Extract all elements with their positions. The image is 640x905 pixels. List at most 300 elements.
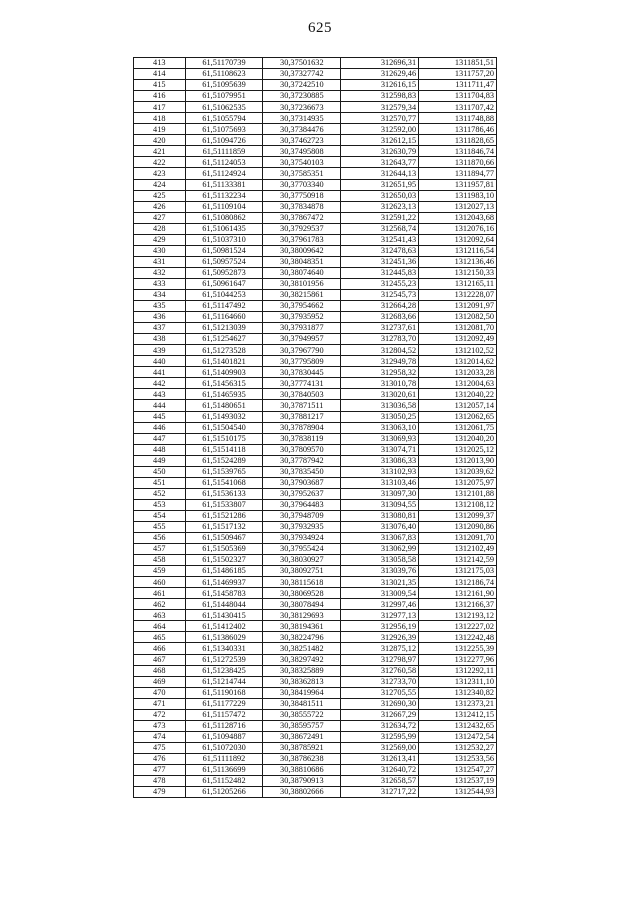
y-coordinate-cell: 1312116,54 xyxy=(419,245,497,256)
x-coordinate-cell: 313036,58 xyxy=(341,400,419,411)
table-row xyxy=(134,389,497,400)
point-number-cell: 451 xyxy=(134,477,186,488)
y-coordinate-cell: 1312311,10 xyxy=(419,676,497,687)
y-coordinate-cell: 1312142,59 xyxy=(419,555,497,566)
x-coordinate-cell: 312667,29 xyxy=(341,709,419,720)
y-coordinate-cell: 1311894,77 xyxy=(419,168,497,179)
longitude-cell: 30,38785921 xyxy=(263,742,341,753)
latitude-cell: 61,51108623 xyxy=(185,69,263,80)
longitude-cell: 30,37750918 xyxy=(263,190,341,201)
longitude-cell: 30,38129693 xyxy=(263,610,341,621)
x-coordinate-cell: 312737,61 xyxy=(341,323,419,334)
latitude-cell: 61,51205266 xyxy=(185,787,263,798)
y-coordinate-cell: 1311786,46 xyxy=(419,124,497,135)
latitude-cell: 61,51133381 xyxy=(185,179,263,190)
table-row xyxy=(134,433,497,444)
point-number-cell: 474 xyxy=(134,731,186,742)
table-row xyxy=(134,720,497,731)
point-number-cell: 443 xyxy=(134,389,186,400)
latitude-cell: 61,51521286 xyxy=(185,510,263,521)
point-number-cell: 472 xyxy=(134,709,186,720)
y-coordinate-cell: 1311851,51 xyxy=(419,58,497,69)
table-row xyxy=(134,80,497,91)
table-row xyxy=(134,245,497,256)
y-coordinate-cell: 1312040,22 xyxy=(419,389,497,400)
table-row xyxy=(134,323,497,334)
longitude-cell: 30,38030927 xyxy=(263,555,341,566)
y-coordinate-cell: 1311870,66 xyxy=(419,157,497,168)
point-number-cell: 415 xyxy=(134,80,186,91)
longitude-cell: 30,38224796 xyxy=(263,632,341,643)
table-row xyxy=(134,444,497,455)
y-coordinate-cell: 1312340,82 xyxy=(419,687,497,698)
table-row xyxy=(134,113,497,124)
y-coordinate-cell: 1312062,65 xyxy=(419,411,497,422)
y-coordinate-cell: 1312228,07 xyxy=(419,289,497,300)
x-coordinate-cell: 312591,22 xyxy=(341,212,419,223)
latitude-cell: 61,51504540 xyxy=(185,422,263,433)
latitude-cell: 61,51132234 xyxy=(185,190,263,201)
x-coordinate-cell: 312977,13 xyxy=(341,610,419,621)
x-coordinate-cell: 312643,77 xyxy=(341,157,419,168)
table-row xyxy=(134,610,497,621)
latitude-cell: 61,51541068 xyxy=(185,477,263,488)
longitude-cell: 30,38810686 xyxy=(263,765,341,776)
x-coordinate-cell: 312696,31 xyxy=(341,58,419,69)
table-row xyxy=(134,146,497,157)
x-coordinate-cell: 312760,58 xyxy=(341,665,419,676)
y-coordinate-cell: 1312432,65 xyxy=(419,720,497,731)
longitude-cell: 30,37903687 xyxy=(263,477,341,488)
page-number: 625 xyxy=(308,20,332,36)
x-coordinate-cell: 312926,39 xyxy=(341,632,419,643)
point-number-cell: 437 xyxy=(134,323,186,334)
table-row xyxy=(134,455,497,466)
longitude-cell: 30,37932935 xyxy=(263,521,341,532)
longitude-cell: 30,38009642 xyxy=(263,245,341,256)
y-coordinate-cell: 1312544,93 xyxy=(419,787,497,798)
y-coordinate-cell: 1312102,52 xyxy=(419,345,497,356)
longitude-cell: 30,37961783 xyxy=(263,234,341,245)
y-coordinate-cell: 1312091,97 xyxy=(419,301,497,312)
y-coordinate-cell: 1312025,12 xyxy=(419,444,497,455)
latitude-cell: 61,51190168 xyxy=(185,687,263,698)
latitude-cell: 61,51055794 xyxy=(185,113,263,124)
coordinates-table xyxy=(133,57,497,798)
latitude-cell: 61,51254627 xyxy=(185,334,263,345)
x-coordinate-cell: 312783,70 xyxy=(341,334,419,345)
latitude-cell: 61,51062535 xyxy=(185,102,263,113)
longitude-cell: 30,37314935 xyxy=(263,113,341,124)
x-coordinate-cell: 312651,95 xyxy=(341,179,419,190)
x-coordinate-cell: 312568,74 xyxy=(341,223,419,234)
x-coordinate-cell: 312623,13 xyxy=(341,201,419,212)
y-coordinate-cell: 1311983,10 xyxy=(419,190,497,201)
table-row xyxy=(134,654,497,665)
table-row xyxy=(134,201,497,212)
longitude-cell: 30,37955424 xyxy=(263,544,341,555)
longitude-cell: 30,37949957 xyxy=(263,334,341,345)
longitude-cell: 30,37462723 xyxy=(263,135,341,146)
point-number-cell: 417 xyxy=(134,102,186,113)
table-row xyxy=(134,356,497,367)
latitude-cell: 61,51111892 xyxy=(185,753,263,764)
y-coordinate-cell: 1312099,37 xyxy=(419,510,497,521)
x-coordinate-cell: 313050,25 xyxy=(341,411,419,422)
longitude-cell: 30,37934924 xyxy=(263,533,341,544)
longitude-cell: 30,38092751 xyxy=(263,566,341,577)
y-coordinate-cell: 1312533,56 xyxy=(419,753,497,764)
x-coordinate-cell: 312616,15 xyxy=(341,80,419,91)
point-number-cell: 419 xyxy=(134,124,186,135)
y-coordinate-cell: 1312092,64 xyxy=(419,234,497,245)
x-coordinate-cell: 313094,55 xyxy=(341,499,419,510)
x-coordinate-cell: 312629,46 xyxy=(341,69,419,80)
table-row xyxy=(134,588,497,599)
longitude-cell: 30,37929537 xyxy=(263,223,341,234)
point-number-cell: 433 xyxy=(134,278,186,289)
latitude-cell: 61,51533807 xyxy=(185,499,263,510)
point-number-cell: 441 xyxy=(134,367,186,378)
x-coordinate-cell: 312664,28 xyxy=(341,301,419,312)
longitude-cell: 30,38069528 xyxy=(263,588,341,599)
longitude-cell: 30,37867472 xyxy=(263,212,341,223)
point-number-cell: 458 xyxy=(134,555,186,566)
x-coordinate-cell: 312570,77 xyxy=(341,113,419,124)
table-row xyxy=(134,334,497,345)
longitude-cell: 30,37703340 xyxy=(263,179,341,190)
table-row xyxy=(134,742,497,753)
x-coordinate-cell: 312958,32 xyxy=(341,367,419,378)
longitude-cell: 30,37878904 xyxy=(263,422,341,433)
latitude-cell: 61,51094887 xyxy=(185,731,263,742)
x-coordinate-cell: 313020,61 xyxy=(341,389,419,400)
latitude-cell: 61,51514118 xyxy=(185,444,263,455)
point-number-cell: 478 xyxy=(134,776,186,787)
x-coordinate-cell: 312630,79 xyxy=(341,146,419,157)
x-coordinate-cell: 312705,55 xyxy=(341,687,419,698)
longitude-cell: 30,37840503 xyxy=(263,389,341,400)
point-number-cell: 475 xyxy=(134,742,186,753)
x-coordinate-cell: 313009,54 xyxy=(341,588,419,599)
y-coordinate-cell: 1312150,33 xyxy=(419,267,497,278)
longitude-cell: 30,38325889 xyxy=(263,665,341,676)
x-coordinate-cell: 312640,72 xyxy=(341,765,419,776)
latitude-cell: 61,50981524 xyxy=(185,245,263,256)
point-number-cell: 476 xyxy=(134,753,186,764)
point-number-cell: 470 xyxy=(134,687,186,698)
x-coordinate-cell: 313010,78 xyxy=(341,378,419,389)
table-row xyxy=(134,312,497,323)
latitude-cell: 61,51079951 xyxy=(185,91,263,102)
latitude-cell: 61,51340331 xyxy=(185,643,263,654)
point-number-cell: 413 xyxy=(134,58,186,69)
point-number-cell: 428 xyxy=(134,223,186,234)
longitude-cell: 30,37327742 xyxy=(263,69,341,80)
x-coordinate-cell: 312683,66 xyxy=(341,312,419,323)
longitude-cell: 30,37834878 xyxy=(263,201,341,212)
point-number-cell: 425 xyxy=(134,190,186,201)
longitude-cell: 30,37236673 xyxy=(263,102,341,113)
latitude-cell: 61,51412402 xyxy=(185,621,263,632)
y-coordinate-cell: 1312136,46 xyxy=(419,256,497,267)
point-number-cell: 416 xyxy=(134,91,186,102)
latitude-cell: 61,51465935 xyxy=(185,389,263,400)
y-coordinate-cell: 1312013,90 xyxy=(419,455,497,466)
point-number-cell: 435 xyxy=(134,301,186,312)
longitude-cell: 30,38251482 xyxy=(263,643,341,654)
point-number-cell: 429 xyxy=(134,234,186,245)
point-number-cell: 422 xyxy=(134,157,186,168)
y-coordinate-cell: 1312373,21 xyxy=(419,698,497,709)
x-coordinate-cell: 312690,30 xyxy=(341,698,419,709)
table-row xyxy=(134,157,497,168)
table-row xyxy=(134,256,497,267)
x-coordinate-cell: 313039,76 xyxy=(341,566,419,577)
table-row xyxy=(134,510,497,521)
table-row xyxy=(134,345,497,356)
point-number-cell: 464 xyxy=(134,621,186,632)
x-coordinate-cell: 312598,83 xyxy=(341,91,419,102)
y-coordinate-cell: 1312027,13 xyxy=(419,201,497,212)
point-number-cell: 446 xyxy=(134,422,186,433)
x-coordinate-cell: 312569,00 xyxy=(341,742,419,753)
y-coordinate-cell: 1312186,74 xyxy=(419,577,497,588)
latitude-cell: 61,51152482 xyxy=(185,776,263,787)
longitude-cell: 30,37838119 xyxy=(263,433,341,444)
point-number-cell: 423 xyxy=(134,168,186,179)
y-coordinate-cell: 1312043,68 xyxy=(419,212,497,223)
table-row xyxy=(134,544,497,555)
table-row xyxy=(134,422,497,433)
longitude-cell: 30,37952637 xyxy=(263,488,341,499)
y-coordinate-cell: 1312102,49 xyxy=(419,544,497,555)
x-coordinate-cell: 312451,36 xyxy=(341,256,419,267)
y-coordinate-cell: 1312108,12 xyxy=(419,499,497,510)
longitude-cell: 30,37787942 xyxy=(263,455,341,466)
point-number-cell: 454 xyxy=(134,510,186,521)
y-coordinate-cell: 1311846,74 xyxy=(419,146,497,157)
x-coordinate-cell: 313076,40 xyxy=(341,521,419,532)
longitude-cell: 30,38048351 xyxy=(263,256,341,267)
latitude-cell: 61,50952873 xyxy=(185,267,263,278)
table-row xyxy=(134,753,497,764)
x-coordinate-cell: 312595,99 xyxy=(341,731,419,742)
x-coordinate-cell: 312592,00 xyxy=(341,124,419,135)
point-number-cell: 453 xyxy=(134,499,186,510)
y-coordinate-cell: 1312014,62 xyxy=(419,356,497,367)
point-number-cell: 449 xyxy=(134,455,186,466)
y-coordinate-cell: 1311828,65 xyxy=(419,135,497,146)
latitude-cell: 61,51493032 xyxy=(185,411,263,422)
latitude-cell: 61,51075693 xyxy=(185,124,263,135)
point-number-cell: 452 xyxy=(134,488,186,499)
latitude-cell: 61,51517132 xyxy=(185,521,263,532)
y-coordinate-cell: 1312033,28 xyxy=(419,367,497,378)
x-coordinate-cell: 313102,93 xyxy=(341,466,419,477)
x-coordinate-cell: 313058,58 xyxy=(341,555,419,566)
y-coordinate-cell: 1312090,86 xyxy=(419,521,497,532)
longitude-cell: 30,37495808 xyxy=(263,146,341,157)
point-number-cell: 444 xyxy=(134,400,186,411)
latitude-cell: 61,51272539 xyxy=(185,654,263,665)
y-coordinate-cell: 1311957,81 xyxy=(419,179,497,190)
latitude-cell: 61,51458783 xyxy=(185,588,263,599)
x-coordinate-cell: 313063,10 xyxy=(341,422,419,433)
table-row xyxy=(134,212,497,223)
table-row xyxy=(134,676,497,687)
table-row xyxy=(134,301,497,312)
latitude-cell: 61,51509467 xyxy=(185,533,263,544)
point-number-cell: 426 xyxy=(134,201,186,212)
table-row xyxy=(134,102,497,113)
table-row xyxy=(134,477,497,488)
point-number-cell: 463 xyxy=(134,610,186,621)
x-coordinate-cell: 312956,19 xyxy=(341,621,419,632)
latitude-cell: 61,51524289 xyxy=(185,455,263,466)
table-row xyxy=(134,665,497,676)
longitude-cell: 30,38194361 xyxy=(263,621,341,632)
table-row xyxy=(134,367,497,378)
y-coordinate-cell: 1312227,02 xyxy=(419,621,497,632)
table-row xyxy=(134,643,497,654)
x-coordinate-cell: 312579,34 xyxy=(341,102,419,113)
point-number-cell: 455 xyxy=(134,521,186,532)
point-number-cell: 469 xyxy=(134,676,186,687)
point-number-cell: 430 xyxy=(134,245,186,256)
point-number-cell: 460 xyxy=(134,577,186,588)
longitude-cell: 30,38555722 xyxy=(263,709,341,720)
point-number-cell: 473 xyxy=(134,720,186,731)
x-coordinate-cell: 313074,71 xyxy=(341,444,419,455)
point-number-cell: 427 xyxy=(134,212,186,223)
x-coordinate-cell: 312612,15 xyxy=(341,135,419,146)
point-number-cell: 465 xyxy=(134,632,186,643)
longitude-cell: 30,37774131 xyxy=(263,378,341,389)
x-coordinate-cell: 312445,83 xyxy=(341,267,419,278)
y-coordinate-cell: 1311757,20 xyxy=(419,69,497,80)
point-number-cell: 431 xyxy=(134,256,186,267)
longitude-cell: 30,37830445 xyxy=(263,367,341,378)
longitude-cell: 30,37931877 xyxy=(263,323,341,334)
y-coordinate-cell: 1312040,20 xyxy=(419,433,497,444)
table-row xyxy=(134,135,497,146)
longitude-cell: 30,38115618 xyxy=(263,577,341,588)
longitude-cell: 30,38074640 xyxy=(263,267,341,278)
table-row xyxy=(134,698,497,709)
latitude-cell: 61,51170739 xyxy=(185,58,263,69)
latitude-cell: 61,51480651 xyxy=(185,400,263,411)
latitude-cell: 61,51136699 xyxy=(185,765,263,776)
latitude-cell: 61,50961647 xyxy=(185,278,263,289)
longitude-cell: 30,37964483 xyxy=(263,499,341,510)
point-number-cell: 436 xyxy=(134,312,186,323)
longitude-cell: 30,37795809 xyxy=(263,356,341,367)
point-number-cell: 421 xyxy=(134,146,186,157)
latitude-cell: 61,51539765 xyxy=(185,466,263,477)
latitude-cell: 61,51061435 xyxy=(185,223,263,234)
x-coordinate-cell: 312804,52 xyxy=(341,345,419,356)
y-coordinate-cell: 1312532,27 xyxy=(419,742,497,753)
point-number-cell: 462 xyxy=(134,599,186,610)
point-number-cell: 414 xyxy=(134,69,186,80)
longitude-cell: 30,37948709 xyxy=(263,510,341,521)
longitude-cell: 30,38078494 xyxy=(263,599,341,610)
table-row xyxy=(134,621,497,632)
table-row xyxy=(134,466,497,477)
y-coordinate-cell: 1312004,63 xyxy=(419,378,497,389)
latitude-cell: 61,51536133 xyxy=(185,488,263,499)
x-coordinate-cell: 313021,35 xyxy=(341,577,419,588)
latitude-cell: 61,51111859 xyxy=(185,146,263,157)
table-row xyxy=(134,69,497,80)
point-number-cell: 432 xyxy=(134,267,186,278)
table-row xyxy=(134,411,497,422)
x-coordinate-cell: 312634,72 xyxy=(341,720,419,731)
point-number-cell: 418 xyxy=(134,113,186,124)
point-number-cell: 438 xyxy=(134,334,186,345)
y-coordinate-cell: 1312039,62 xyxy=(419,466,497,477)
longitude-cell: 30,37954662 xyxy=(263,301,341,312)
table-row xyxy=(134,223,497,234)
latitude-cell: 61,51124924 xyxy=(185,168,263,179)
x-coordinate-cell: 312478,63 xyxy=(341,245,419,256)
latitude-cell: 61,51409903 xyxy=(185,367,263,378)
point-number-cell: 456 xyxy=(134,533,186,544)
longitude-cell: 30,38215861 xyxy=(263,289,341,300)
table-row xyxy=(134,765,497,776)
latitude-cell: 61,51094726 xyxy=(185,135,263,146)
y-coordinate-cell: 1312412,15 xyxy=(419,709,497,720)
latitude-cell: 61,51080862 xyxy=(185,212,263,223)
table-row xyxy=(134,687,497,698)
x-coordinate-cell: 312650,03 xyxy=(341,190,419,201)
latitude-cell: 61,51147492 xyxy=(185,301,263,312)
point-number-cell: 424 xyxy=(134,179,186,190)
table-row xyxy=(134,521,497,532)
point-number-cell: 447 xyxy=(134,433,186,444)
y-coordinate-cell: 1312472,54 xyxy=(419,731,497,742)
latitude-cell: 61,51273528 xyxy=(185,345,263,356)
latitude-cell: 61,51469937 xyxy=(185,577,263,588)
table-row xyxy=(134,190,497,201)
y-coordinate-cell: 1312092,49 xyxy=(419,334,497,345)
point-number-cell: 440 xyxy=(134,356,186,367)
point-number-cell: 459 xyxy=(134,566,186,577)
latitude-cell: 61,51213039 xyxy=(185,323,263,334)
latitude-cell: 61,51164660 xyxy=(185,312,263,323)
y-coordinate-cell: 1312161,90 xyxy=(419,588,497,599)
y-coordinate-cell: 1312091,70 xyxy=(419,533,497,544)
latitude-cell: 61,51037310 xyxy=(185,234,263,245)
table-row xyxy=(134,58,497,69)
point-number-cell: 471 xyxy=(134,698,186,709)
x-coordinate-cell: 312545,73 xyxy=(341,289,419,300)
x-coordinate-cell: 313086,33 xyxy=(341,455,419,466)
table-row xyxy=(134,555,497,566)
table-row xyxy=(134,488,497,499)
latitude-cell: 61,50957524 xyxy=(185,256,263,267)
latitude-cell: 61,51124053 xyxy=(185,157,263,168)
y-coordinate-cell: 1312277,96 xyxy=(419,654,497,665)
longitude-cell: 30,37230885 xyxy=(263,91,341,102)
x-coordinate-cell: 312798,97 xyxy=(341,654,419,665)
table-row xyxy=(134,267,497,278)
latitude-cell: 61,51510175 xyxy=(185,433,263,444)
point-number-cell: 468 xyxy=(134,665,186,676)
x-coordinate-cell: 313069,93 xyxy=(341,433,419,444)
table-row xyxy=(134,709,497,720)
